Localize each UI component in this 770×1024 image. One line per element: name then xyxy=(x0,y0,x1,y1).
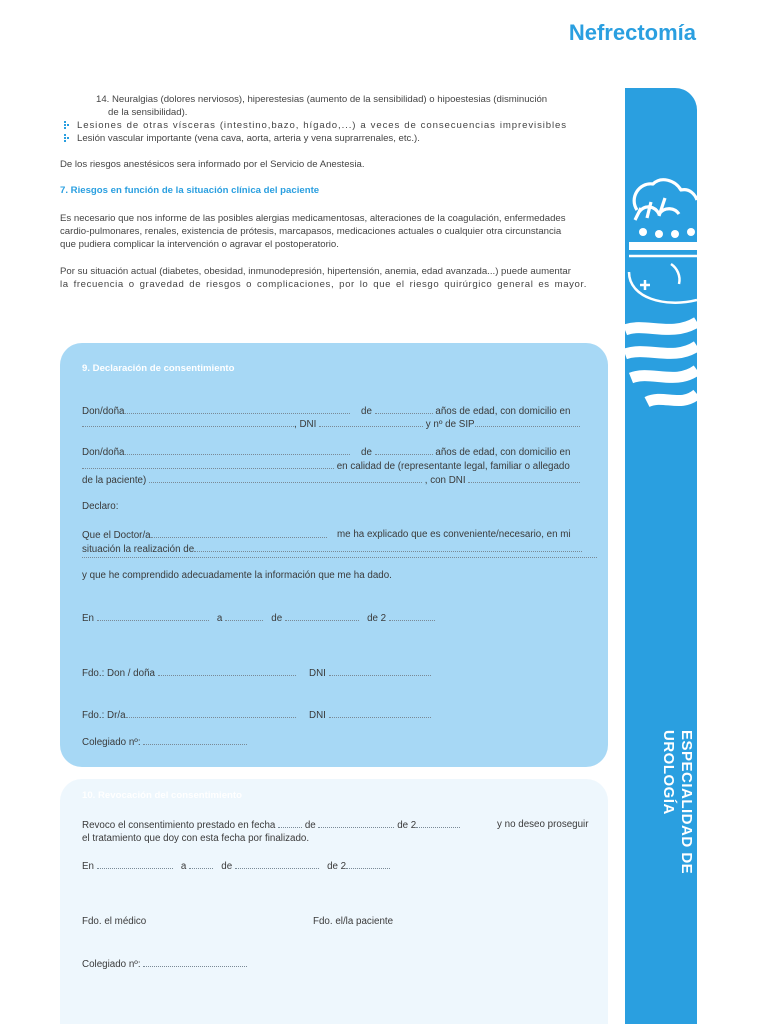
doctor-dni-row xyxy=(309,708,431,723)
label-dni: DNI xyxy=(309,668,326,679)
label-revoco: Revoco el consentimiento prestado en fecha xyxy=(82,820,276,831)
section7-p2-line2: la frecuencia o gravedad de riesgos o complicaciones, por lo que el riesgo quirúrgico general es mayor. xyxy=(60,279,587,290)
patient-signature-dni-field[interactable] xyxy=(329,666,431,676)
label-en: En xyxy=(82,861,94,872)
representative-address-field[interactable] xyxy=(82,459,334,469)
label-colegiado: Colegiado nº: xyxy=(82,959,141,970)
revocation-place-year-field[interactable] xyxy=(346,859,390,869)
specialty-label xyxy=(637,730,697,875)
label-dni: , DNI xyxy=(294,419,317,430)
label-sip: y nº de SIP xyxy=(425,419,475,430)
sip-field[interactable] xyxy=(475,417,580,427)
procedure-row xyxy=(82,542,582,557)
section7-paragraph-2 xyxy=(60,265,587,291)
risk-item-14 xyxy=(96,93,547,119)
label-anos-domicilio: años de edad, con domicilio en xyxy=(435,447,571,458)
bullet-icon xyxy=(64,121,72,130)
collegiate-row xyxy=(82,735,247,750)
label-de: de xyxy=(221,861,233,872)
patient-signature-field[interactable] xyxy=(158,666,296,676)
label-calidad: en calidad de (representante legal, familiar o allegado xyxy=(336,461,570,472)
risk-bullet-1-text: Lesiones de otras vísceras (intestino,bazo, hígado,...) a veces de consecuencias imprevisibles xyxy=(77,120,567,131)
no-deseo-text: y no deseo proseguir xyxy=(497,819,589,830)
label-colegiado: Colegiado nº: xyxy=(82,737,141,748)
specialty-line-1: ESPECIALIDAD DE xyxy=(678,730,695,875)
patient-row-2 xyxy=(82,417,580,432)
section7-paragraph-1 xyxy=(60,212,588,251)
dni-field[interactable] xyxy=(319,417,423,427)
place-field[interactable] xyxy=(97,611,209,621)
explained-text: me ha explicado que es conveniente/necesario, en mi xyxy=(337,529,571,540)
risk-item-14-line2: de la sensibilidad). xyxy=(108,107,188,118)
label-de: de xyxy=(271,613,283,624)
place-date-row xyxy=(82,611,435,626)
label-doctor: Que el Doctor/a xyxy=(82,530,151,541)
label-en: En xyxy=(82,613,94,624)
doctor-signature-field[interactable] xyxy=(126,708,296,718)
representative-age-field[interactable] xyxy=(375,445,433,455)
treatment-ended-text: el tratamiento que doy con esta fecha por finalizado. xyxy=(82,833,310,844)
label-fdo-don: Fdo.: Don / doña xyxy=(82,668,155,679)
age-field[interactable] xyxy=(375,404,433,414)
coat-of-arms-icon xyxy=(625,172,697,417)
label-paciente: de la paciente) xyxy=(82,475,147,486)
revocation-collegiate-row xyxy=(82,957,247,972)
label-a: a xyxy=(180,861,187,872)
name-field[interactable] xyxy=(125,404,350,414)
bullet-icon xyxy=(64,134,72,143)
label-situacion: situación la realización de xyxy=(82,544,195,555)
anesthesia-note: De los riesgos anestésicos sera informado por el Servicio de Anestesia. xyxy=(60,159,365,170)
section7-p1-line1: Es necesario que nos informe de las posibles alergias medicamentosas, alteraciones de la coagulación, enfermedades xyxy=(60,213,566,224)
revocation-month-field[interactable] xyxy=(318,818,394,828)
doctor-signature-row xyxy=(82,708,296,723)
comprehension-text: y que he comprendido adecuadamente la información que me ha dado. xyxy=(82,570,392,581)
doctor-dni-field[interactable] xyxy=(329,708,431,718)
representative-row-2 xyxy=(82,459,570,474)
label-de: de xyxy=(361,406,372,417)
revocation-collegiate-field[interactable] xyxy=(143,957,247,967)
year-field[interactable] xyxy=(389,611,435,621)
patient-dni-row xyxy=(309,666,431,681)
section7-heading: 7. Riesgos en función de la situación clínica del paciente xyxy=(60,185,320,196)
doctor-field[interactable] xyxy=(151,528,327,538)
procedure-field[interactable] xyxy=(194,542,582,552)
label-de-2: de 2 xyxy=(327,861,347,872)
section7-p1-line2: cardio-pulmonares, renales, existencia de prótesis, marcapasos, medicaciones actuales o cualquier otra circunstancia xyxy=(60,226,562,237)
label-don-dona: Don/doña xyxy=(82,406,125,417)
revocation-row-1 xyxy=(82,818,460,833)
collegiate-number-field[interactable] xyxy=(143,735,247,745)
risk-bullet-2-text: Lesión vascular importante (vena cava, aorta, arteria y vena suprarrenales, etc.). xyxy=(77,133,420,144)
label-don-dona: Don/doña xyxy=(82,447,125,458)
revocation-place-day-field[interactable] xyxy=(189,859,213,869)
revocation-day-field[interactable] xyxy=(278,818,302,828)
page-title: Nefrectomía xyxy=(568,20,696,45)
representative-row-1 xyxy=(82,445,350,460)
specialty-line-2: UROLOGÍA xyxy=(660,730,677,815)
patient-signature-label: Fdo. el/la paciente xyxy=(313,916,394,927)
label-de: de xyxy=(361,447,372,458)
patient-signature-row xyxy=(82,666,296,681)
label-de-2: de 2 xyxy=(367,613,387,624)
representative-row-3 xyxy=(82,473,580,488)
relationship-field[interactable] xyxy=(149,473,422,483)
revocation-place-row xyxy=(82,859,390,874)
label-dni: DNI xyxy=(309,710,326,721)
label-de: de xyxy=(304,820,316,831)
section10-heading: 10. Revocación del consentimiento xyxy=(82,790,242,801)
label-con-dni: , con DNI xyxy=(424,475,466,486)
section7-p2-line1: Por su situación actual (diabetes, obesidad, inmunodepresión, hipertensión, anemia, edad avanzada...) puede aumentar xyxy=(60,266,571,277)
month-field[interactable] xyxy=(285,611,359,621)
representative-age xyxy=(361,445,570,460)
doctor-signature-label: Fdo. el médico xyxy=(82,916,147,927)
revocation-year-field[interactable] xyxy=(416,818,460,828)
declaro-label: Declaro: xyxy=(82,501,119,512)
doctor-row xyxy=(82,528,327,543)
label-de-2: de 2 xyxy=(397,820,417,831)
label-fdo-dr: Fdo.: Dr/a xyxy=(82,710,126,721)
address-field[interactable] xyxy=(82,417,294,427)
revocation-place-month-field[interactable] xyxy=(235,859,319,869)
procedure-field-continued[interactable] xyxy=(82,557,597,558)
revocation-place-field[interactable] xyxy=(97,859,173,869)
risk-bullet-1 xyxy=(77,119,567,132)
risk-bullet-2 xyxy=(77,132,420,145)
label-a: a xyxy=(216,613,223,624)
section7-p1-line3: que pudiera complicar la intervención o agravar el postoperatorio. xyxy=(60,239,339,250)
revocation-panel xyxy=(60,779,608,1024)
representative-dni-field[interactable] xyxy=(468,473,580,483)
label-anos-domicilio: años de edad, con domicilio en xyxy=(435,406,571,417)
section9-heading: 9. Declaración de consentimiento xyxy=(82,363,235,374)
representative-name-field[interactable] xyxy=(125,445,350,455)
day-field[interactable] xyxy=(225,611,263,621)
risk-item-14-line1: 14. Neuralgias (dolores nerviosos), hiperestesias (aumento de la sensibilidad) o hipoestesias (disminución xyxy=(96,94,548,105)
